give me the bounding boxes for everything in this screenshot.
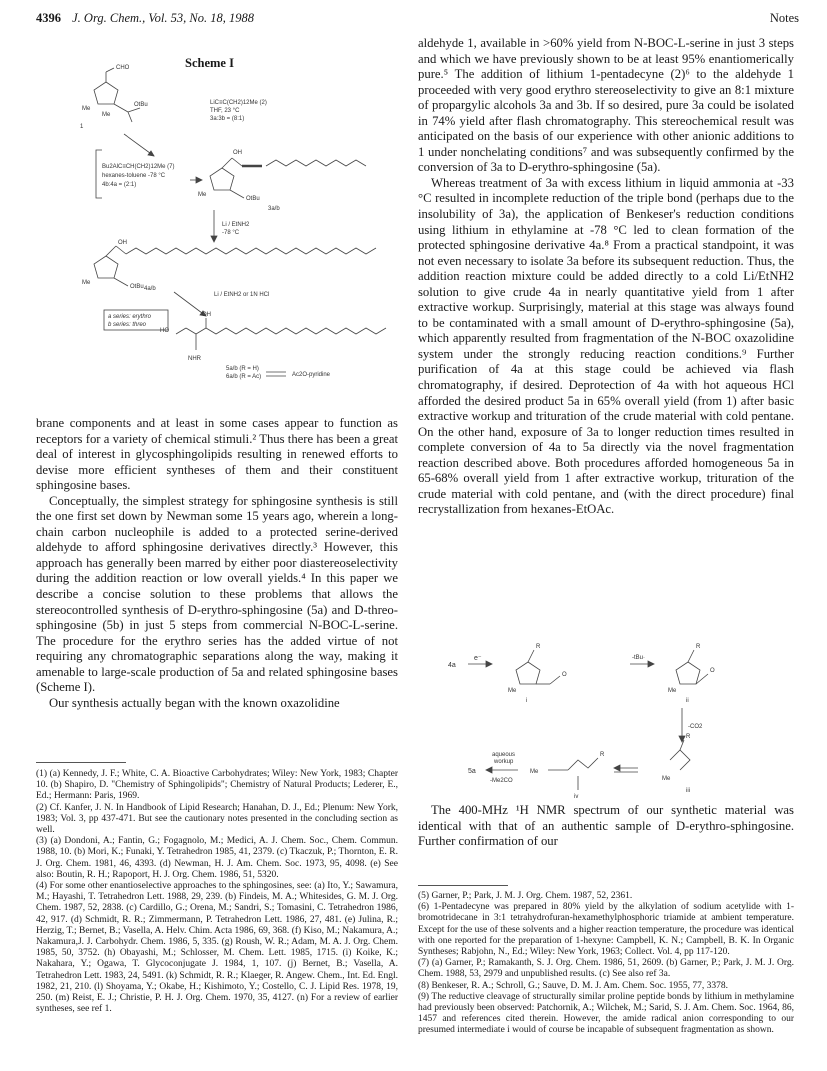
imine-iv	[568, 758, 598, 770]
right-paragraph-3: The 400-MHz ¹H NMR spectrum of our synthetic material was identical with that of an authentic sample of D-erythro-sphingosine. Further confirmation of our	[418, 803, 794, 849]
journal-citation: J. Org. Chem., Vol. 53, No. 18, 1988	[72, 11, 254, 25]
footnote-rule-right	[418, 885, 508, 886]
label-aqueous: aqueous	[492, 752, 516, 758]
reagent-1-line-3: 3a:3b = (8:1)	[210, 116, 245, 122]
label-compound-3: 3a/b	[268, 206, 280, 212]
footnote-3: (3) (a) Dondoni, A.; Fantin, G.; Fogagnolo, M.; Medici, A. J. Chem. Soc., Chem. Commun. 1988, 10. (b) Mori, K.; Funaki, Y. Tetrahedron 1985, 41, 2379. (c) Tkaczuk, P.; Thornton, E. R. J. Org. Chem. 1981, 46, 4393. (d) Newman, H. J. Am. Chem. Soc. 1973, 95, 4098. (e) See also: Boutin, R. H.; Rapoport, H. J. Org. Chem. 1986, 51, 5320.	[36, 836, 398, 880]
reagent-2-line-1: Bu2AlC≡CH(CH2)12Me (7)	[102, 164, 175, 170]
right-paragraph-1: aldehyde 1, available in >60% yield from N-BOC-L-serine in just 3 steps and which we have previously shown to be at least 95% enantiomerically pure.⁵ The addition of lithium 1-pentadecyne (2)⁶ to the aldehyde 1 proceeded with very good erythro stereoselectivity to give an 8:1 mixture of propargylic alcohols 3a and 3b. If so desired, pure 3a could be isolated in 74% yield after flash chromatography. This stereochemical result was anticipated on the basis of our experience with other anionic additions to 1 under nonchelating conditions⁷ and was subsequently confirmed by the conversion of 3a to D-erythro-sphingosine (5a).	[418, 36, 794, 175]
footnote-7: (7) (a) Garner, P.; Ramakanth, S. J. Org. Chem. 1986, 51, 2609. (b) Garner, P.; Park, J. M. J. Org. Chem. 1988, 53, 2979 and unpublished results. (c) See also ref 3a.	[418, 958, 794, 980]
label-me-ii: Me	[668, 688, 677, 694]
footnote-5: (5) Garner, P.; Park, J. M. J. Org. Chem. 1987, 52, 2361.	[418, 891, 633, 901]
label-me-3: Me	[198, 192, 207, 198]
label-me-2: Me	[102, 112, 111, 118]
label-oh-5: OH	[202, 312, 211, 318]
scheme-title: Scheme I	[185, 56, 234, 70]
left-column-text	[36, 416, 398, 711]
footnote-2: (2) Cf. Kanfer, J. N. In Handbook of Lipid Research; Hanahan, D. J., Ed.; Plenum: New York, 1983; Vol. 3, pp 437-471. But see the cautionary notes presented in the concluding section as well.	[36, 802, 398, 836]
label-r-iv: R	[600, 752, 605, 758]
compound-5-chain	[186, 328, 386, 334]
label-me-i: Me	[508, 688, 517, 694]
right-column-text-end	[418, 803, 794, 850]
label-me-4: Me	[82, 280, 91, 286]
reagent-2-line-3: 4b:4a = (2:1)	[102, 182, 137, 188]
label-r-i: R	[536, 644, 541, 650]
label-cho: CHO	[116, 65, 130, 71]
label-me-1: Me	[82, 106, 91, 112]
intermediate-ii-ring	[676, 662, 700, 684]
label-compound-4: 4a/b	[144, 286, 156, 292]
left-paragraph-3: Our synthesis actually began with the known oxazolidine	[49, 695, 340, 710]
label-minus-me2co: -Me2CO	[490, 778, 513, 784]
label-otbu-3: OtBu	[246, 196, 260, 202]
legend-b-series: b series: threo	[108, 322, 147, 328]
footnote-9: (9) The reductive cleavage of structurally similar proline peptide bonds by lithium in methylamine had previously been observed: Patchornik, A.; Wilchek, M.; Sarid, S. J. Am. Chem. Soc. 1964, 86, 1457 and references cited therein. However, the amide radical anion corresponding to our presumed intermediate i would of course be incapable of subsequent fragmentation as shown.	[418, 991, 794, 1036]
label-me-iv: Me	[530, 769, 539, 775]
label-minus-co2: -CO2	[688, 724, 703, 730]
header-left	[36, 11, 254, 26]
compound-4-ring	[94, 256, 118, 278]
legend-a-series: a series: erythro	[108, 314, 152, 320]
left-paragraph-1: brane components and at least in some cases appear to function as receptors for a variety of chemical stimuli.² Thus there has been a great deal of interest in glycosphingolipids resulting in renewed efforts to devise more efficient syntheses of them and their constituent sphingosine bases.	[36, 416, 398, 493]
label-oh-3: OH	[233, 150, 242, 156]
reagent-3-line-2: -78 °C	[222, 230, 240, 236]
footnote-rule-left	[36, 762, 126, 763]
label-me-iii: Me	[662, 776, 671, 782]
label-4a: 4a	[448, 662, 456, 669]
footnotes-right	[418, 891, 794, 1037]
label-oh-4: OH	[118, 240, 127, 246]
reagent-5: Ac2O-pyridine	[292, 372, 331, 378]
intermediate-iii	[670, 750, 690, 770]
label-nhr: NHR	[188, 356, 201, 362]
right-column-text	[418, 36, 794, 518]
page-number: 4396	[36, 11, 61, 25]
label-compound-5: 5a/b (R = H)	[226, 366, 259, 372]
section-name: Notes	[769, 11, 799, 25]
label-5a: 5a	[468, 768, 476, 775]
label-roman-i: i	[526, 698, 528, 704]
label-compound-6: 6a/b (R = Ac)	[226, 374, 262, 380]
right-paragraph-2: Whereas treatment of 3a with excess lithium in liquid ammonia at -33 °C resulted in incomplete reduction of the triple bond (perhaps due to the insolubility of 3a), the application of Benkeser's reduction conditions using lithium in ethylamine at -78 °C led to clean formation of the protected sphingosine derivative 4a.⁸ From a practical standpoint, it was not even necessary to isolate 3a before its subsequent reduction. Thus, the addition reaction mixture could be added directly to a cold Li/EtNH2 solution to give crude 4a in nearly quantitative yield from 1 after extractive workup. Surprisingly, material at this stage was always found to be contaminated with a small amount of D-erythro-sphingosine (5a), which apparently resulted from fragmentation of the N-BOC oxazolidine system under the strongly reducing reaction conditions.⁹ Further purification of 4a at this stage could be achieved via flash chromatography, if desired. Deprotection of 4a with hot aqueous HCl afforded the desired product 5a in 65% overall yield (from 1) after basic extractive workup and trituration of the crude material with cold pentane. On the other hand, exposure of 3a to longer reduction times resulted in complete conversion of 4a to 5a directly via the novel fragmentation reaction described above. Both procedures afforded homogeneous 5a in 65-68% overall yield from 1 after extractive workup, trituration of the crude material with cold pentane, and (with the direct procedure) final recrystallization from hexanes-EtOAc.	[418, 175, 794, 517]
label-e-minus: e⁻	[474, 655, 482, 662]
reagent-1-line-1: LiC≡C(CH2)12Me (2)	[210, 100, 267, 106]
label-roman-iv: iv	[574, 794, 579, 800]
label-roman-iii: iii	[686, 788, 690, 794]
label-ho-5: HO	[160, 328, 169, 334]
compound-3-ring	[210, 168, 234, 190]
compound-1-ring	[94, 82, 118, 104]
footnote-4: (4) For some other enantioselective approaches to the sphingosines, see: (a) Ito, Y.; Sawamura, M.; Hayashi, T. Tetrahedron Lett. 1988, 29, 239. (b) Findeis, M. A.; Whitesides, G. M. J. Org. Chem. 1987, 52, 2838. (c) Cardillo, G.; Orena, M.; Sandri, S.; Tomasini, C. Tetrahedron 1986, 42, 917. (d) Schmidt, R. R.; Zimmermann, P. Tetrahedron Lett. 1986, 27, 481. (e) Julina, R.; Herzig, T.; Bernet, B.; Vasella, A. Helv. Chim. Acta 1986, 69, 368. (f) Kiso, M.; Nakamura, A.; Nakamura,J. J. Carbohydr. Chem. 1986, 5, 335. (g) Roush, W. R.; Adam, M. A. J. Org. Chem. 1985, 50, 3752. (h) Obayashi, M.; Schlosser, M. Chem. Lett. 1985, 1715. (i) Koike, K.; Nakahara, Y.; Ogawa, T. Glycoconjugate J. 1984, 1, 107. (j) Bernet, B.; Vasella, A. Tetrahedron Lett. 1983, 24, 5491. (k) Schmidt, R. R.; Klaeger, R. Angew. Chem., Int. Ed. Engl. 1982, 21, 210. (l) Shoyama, Y.; Okabe, H.; Kishimoto, Y.; Costello, C. J. Lipid Res. 1978, 19, 250. (m) Reist, E. J.; Christie, P. H. J. Org. Chem. 1970, 35, 4127. (n) For a review of earlier syntheses, see ref 1.	[36, 881, 398, 1015]
reagent-1-line-2: THF, 23 °C	[210, 108, 240, 114]
label-workup: workup	[494, 759, 514, 765]
reagent-4: Li / EtNH2 or 1N HCl	[214, 292, 270, 298]
label-otbu: OtBu	[134, 102, 148, 108]
footnote-8: (8) Benkeser, R. A.; Schroll, G.; Sauve, D. M. J. Am. Chem. Soc. 1955, 77, 3378.	[418, 980, 728, 991]
scheme-1-figure	[36, 65, 398, 400]
left-paragraph-2: Conceptually, the simplest strategy for sphingosine synthesis is still the one first set down by Newman some 15 years ago, wherein a long-chain carbon nucleophile is added to a protected serine-derived aldehyde to afford sphingosine derivatives directly.³ However, this approach has generally been marred by either poor diastereoselectivity during the addition reaction or low overall yields.⁴ In this paper we describe a concise solution to these problems that allows the stereocontrolled synthesis of D-erythro-sphingosine (5a) and D-threo-sphingosine (5b) in just 5 steps from commercial N-BOC-L-serine. The procedure for the erythro series has the added virtue of not requiring any chromatographic separations along the way, making it amenable to large-scale production of 5a and related sphingosine bases (Scheme I).	[36, 493, 398, 695]
scheme-2-figure	[418, 640, 794, 800]
label-o-i: O	[562, 672, 567, 678]
footnotes-left	[36, 769, 398, 1015]
intermediate-i-ring	[516, 662, 540, 684]
footnote-1: (1) (a) Kennedy, J. F.; White, C. A. Bioactive Carbohydrates; Wiley: New York, 1983; Chapter 10. (b) Shapiro, D. "Chemistry of Sphingolipids"; Chemistry of Natural Products; Lederer, E., Ed.; Hermann: Paris, 1969.	[36, 769, 398, 802]
footnote-6: (6) 1-Pentadecyne was prepared in 80% yield by the alkylation of sodium acetylide with 1-bromotridecane in 3:1 tetrahydrofuran-hexamethylphosphoric triamide at ambient temperature. Except for the use of these solvents and a higher reaction temperature, the procedure was identical with one reported for the preparation of 1-hexyne: Campbell, K. N.; Campbell, B. K. In Organic Syntheses; Rabjohn, N., Ed.; Wiley: New York, 1963; Collect. Vol. 4, pp 117-120.	[418, 902, 794, 958]
label-roman-ii: ii	[686, 698, 689, 704]
label-r-ii: R	[696, 644, 701, 650]
label-compound-1: 1	[80, 124, 84, 130]
label-r-iii: R	[686, 734, 691, 740]
label-otbu-4: OtBu	[130, 284, 144, 290]
page-header	[36, 7, 799, 29]
label-minus-bu: -tBu·	[632, 655, 646, 661]
reagent-2-line-2: hexanes-toluene -78 °C	[102, 173, 166, 179]
label-o-ii: O	[710, 668, 715, 674]
reagent-3-line-1: Li / EtNH2	[222, 222, 250, 228]
